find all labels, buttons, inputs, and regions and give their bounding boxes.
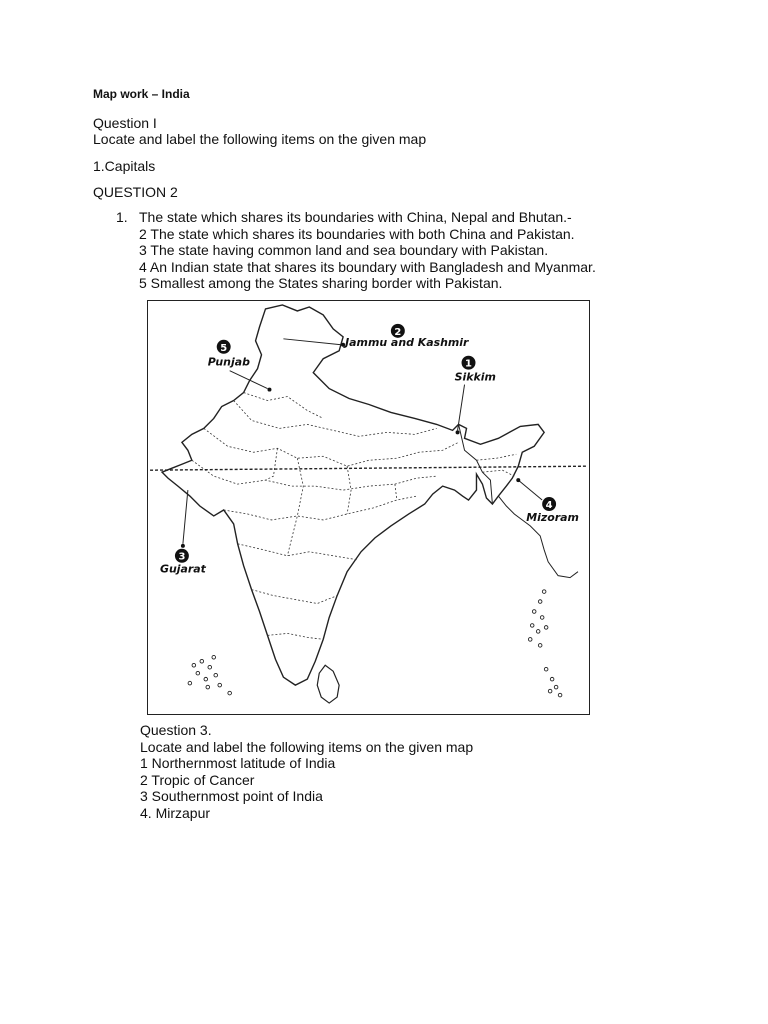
question-2-item (116, 226, 596, 243)
question-2-item (116, 242, 596, 259)
list-item-text: 3 The state having common land and sea boundary with Pakistan. (139, 242, 549, 258)
list-item-text: 5 Smallest among the States sharing border with Pakistan. (139, 275, 503, 291)
jammu-kashmir-marker (341, 343, 345, 347)
punjab-leader-line (230, 371, 268, 389)
sri-lanka-outline (317, 665, 339, 703)
badge-3-number: 3 (178, 551, 186, 563)
tropic-of-cancer-line (150, 466, 587, 470)
question-2-heading: QUESTION 2 (93, 184, 178, 200)
list-item-text: 2 The state which shares its boundaries with both China and Pakistan. (139, 225, 575, 242)
mizoram-marker (516, 478, 520, 482)
india-map (147, 300, 590, 715)
badge-4-number: 4 (545, 499, 553, 511)
sikkim-label: Sikkim (454, 370, 496, 384)
lakshadweep-islands (188, 655, 231, 694)
question-1-heading: Question I (93, 115, 157, 131)
question-3-instruction: Locate and label the following items on the given map (140, 738, 474, 755)
question-3-item: 3 Southernmost point of India (140, 788, 323, 805)
list-item-text: The state which shares its boundaries with China, Nepal and Bhutan.- (139, 209, 572, 225)
question-2-item (116, 275, 596, 292)
state-boundaries (192, 393, 516, 640)
india-outline-map (148, 301, 589, 714)
sikkim-leader-line (458, 385, 465, 431)
myanmar-coast (498, 496, 578, 578)
list-number: 1. (116, 209, 128, 225)
gujarat-label: Gujarat (160, 562, 206, 576)
question-1-item: 1.Capitals (93, 158, 156, 174)
gujarat-marker (181, 544, 185, 548)
punjab-label: Punjab (207, 355, 250, 369)
badge-5-number: 5 (220, 342, 228, 354)
page-title: Map work – India (93, 87, 190, 101)
jammu-kashmir-leader-line (283, 339, 341, 345)
andaman-nicobar-islands (528, 590, 561, 697)
question-1-instruction: Locate and label the following items on the given map (93, 131, 427, 147)
badge-1-number: 1 (465, 358, 472, 370)
mizoram-leader-line (518, 480, 542, 500)
list-item-text: 4 An Indian state that shares its boundary with Bangladesh and Myanmar. (139, 258, 596, 275)
question-3 (140, 722, 473, 822)
question-2-item (116, 209, 596, 226)
jammu-kashmir-label: Jammu and Kashmir (345, 335, 469, 349)
gujarat-leader-line (183, 490, 188, 544)
question-3-heading: Question 3. (140, 722, 212, 738)
question-3-item: 4. Mirzapur (140, 804, 211, 821)
sikkim-marker (456, 430, 460, 434)
question-3-item: 2 Tropic of Cancer (140, 771, 255, 788)
punjab-marker (267, 388, 271, 392)
question-3-item: 1 Northernmost latitude of India (140, 755, 336, 772)
mizoram-label: Mizoram (526, 510, 579, 524)
question-2-item (116, 259, 596, 276)
badge-2-number: 2 (394, 326, 402, 338)
question-2-list (116, 209, 596, 292)
